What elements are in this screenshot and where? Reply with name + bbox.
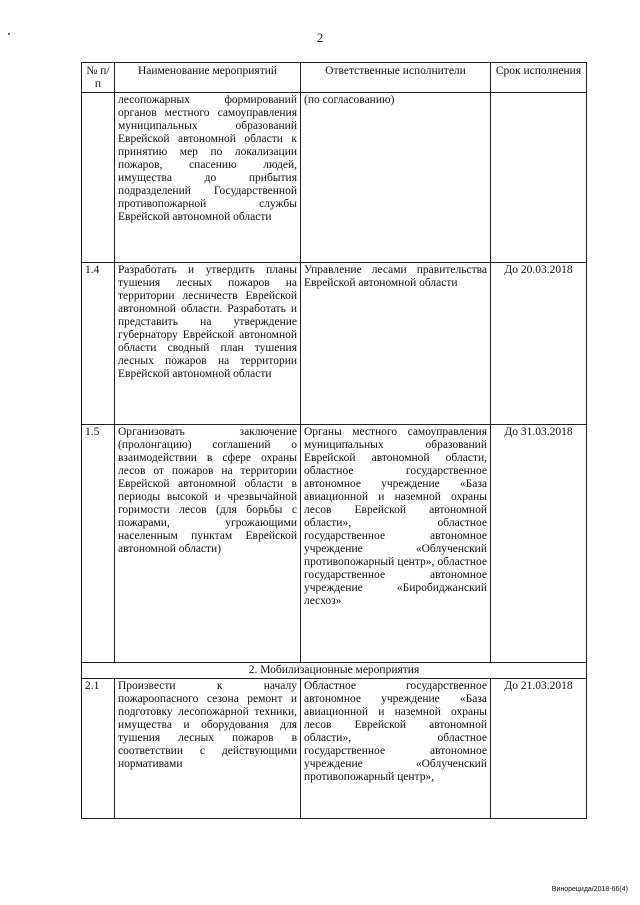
table-row	[82, 93, 587, 263]
header-action: Наименование мероприятий	[115, 63, 301, 93]
row-number: 1.5	[82, 425, 115, 663]
row-responsible: Областное государственное автономное учреждение «База авиационной и наземной охраны лесов Еврейской автономной области», областное государственное автономное учреждение «Облученский противопожарный центр»,	[301, 679, 491, 819]
row-deadline: До 20.03.2018	[491, 263, 587, 425]
header-deadline: Срок исполнения	[491, 63, 587, 93]
table-row	[82, 425, 587, 663]
row-number: 1.4	[82, 263, 115, 425]
row-action: Разработать и утвердить планы тушения лесных пожаров на территории лесничеств Еврейской автономной области. Разработать и представить на утверждение губернатору Еврейской автономной области сводный план тушения лесных пожаров на территории Еврейской автономной области	[115, 263, 301, 425]
row-action: лесопожарных формирований органов местного самоуправления муниципальных образований Еврейской автономной области к принятию мер по локализации пожаров, спасению людей, имущества до прибытия подразделений Государственной противопожарной службы Еврейской автономной области	[115, 93, 301, 263]
row-action: Произвести к началу пожароопасного сезона ремонт и подготовку лесопожарной техники, имущества и оборудования для тушения лесных пожаров в соответствии с действующими нормативами	[115, 679, 301, 819]
row-deadline	[491, 93, 587, 263]
row-responsible: Управление лесами правительства Еврейской автономной области	[301, 263, 491, 425]
section-title: 2. Мобилизационные мероприятия	[82, 663, 587, 679]
table-row	[82, 263, 587, 425]
header-responsible: Ответственные исполнители	[301, 63, 491, 93]
row-deadline: До 31.03.2018	[491, 425, 587, 663]
row-responsible: (по согласованию)	[301, 93, 491, 263]
document-footer-code: Винорецида/2018-66(4)	[551, 886, 628, 893]
row-deadline: До 21.03.2018	[491, 679, 587, 819]
section-header-row	[82, 663, 587, 679]
row-number	[82, 93, 115, 263]
row-number: 2.1	[82, 679, 115, 819]
page-number: 2	[316, 30, 324, 45]
plan-table	[81, 62, 587, 819]
row-responsible: Органы местного самоуправления муниципальных образований Еврейской автономной области, областное государственное автономное учреждение «База авиационной и наземной охраны лесов Еврейской автономной области», областное государственное автономное учреждение «Облученский противопожарный центр», областное государственное автономное учреждение «Биробиджанский лесхоз»	[301, 425, 491, 663]
row-action: Организовать заключение (пролонгацию) соглашений о взаимодействии в сфере охраны лесов от пожаров на территории Еврейской автономной области в периоды высокой и чрезвычайной горимости лесов (для борьбы с пожарами, угрожающими населенным пунктам Еврейской автономной области)	[115, 425, 301, 663]
table-row	[82, 679, 587, 819]
table-header-row	[82, 63, 587, 93]
header-number: № п/п	[82, 63, 115, 93]
